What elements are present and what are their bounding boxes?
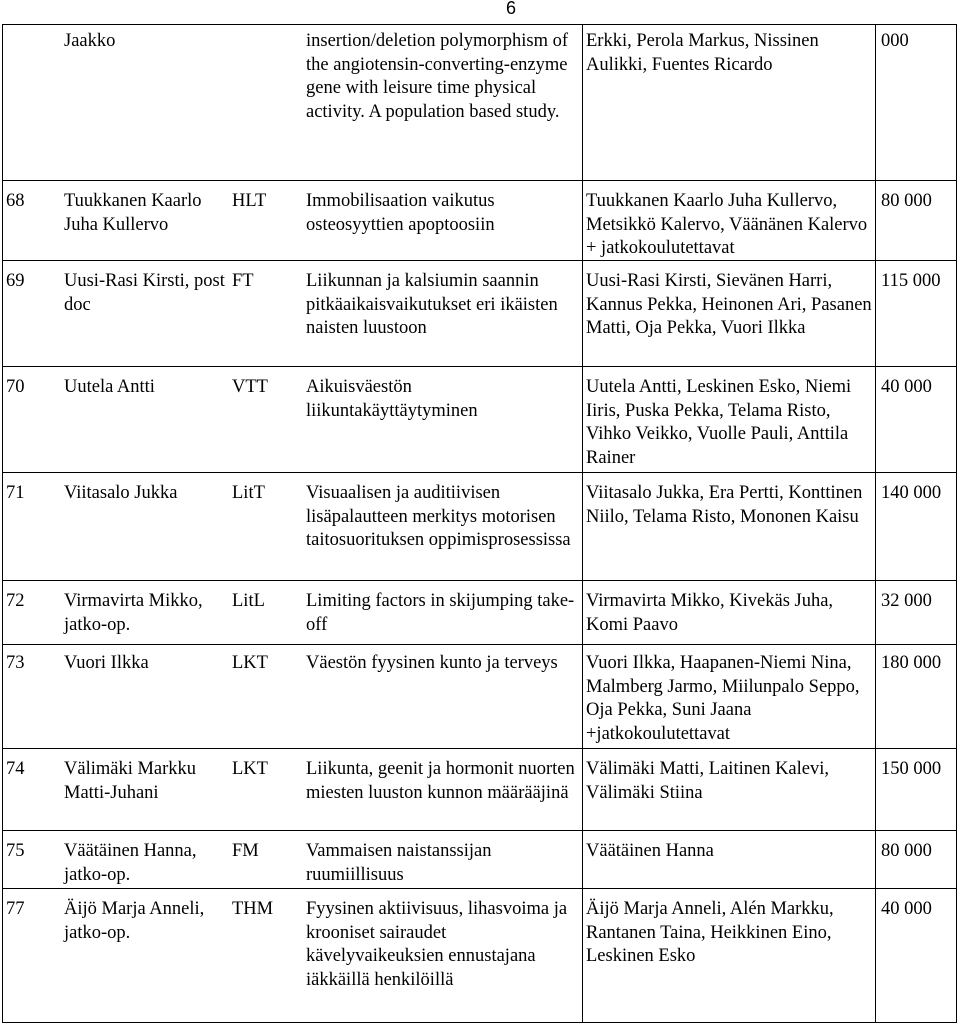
row-divider <box>2 180 957 181</box>
grant-amount: 80 000 <box>881 191 932 211</box>
grant-amount: 180 000 <box>881 653 942 673</box>
applicant-degree: LKT <box>232 653 268 673</box>
applicant-degree: LitT <box>232 483 265 503</box>
project-title: Väestön fyysinen kunto ja terveys <box>306 653 558 673</box>
row-number: 71 <box>6 483 25 503</box>
row-divider <box>2 830 957 831</box>
grant-amount: 115 000 <box>881 271 941 291</box>
project-title: Liikunta, geenit ja hormonit nuorten miesten luuston kunnon määrääjinä <box>306 759 575 803</box>
applicant-degree: FT <box>232 271 254 291</box>
grant-amount: 32 000 <box>881 591 932 611</box>
applicant-name: Uusi-Rasi Kirsti, post doc <box>64 271 225 315</box>
project-title: Aikuisväestön liikuntakäyttäytyminen <box>306 377 478 421</box>
project-team: Virmavirta Mikko, Kivekäs Juha, Komi Paavo <box>586 591 834 635</box>
project-title: Immobilisaation vaikutus osteosyyttien apoptoosiin <box>306 191 495 235</box>
applicant-name: Äijö Marja Anneli, jatko-op. <box>64 899 205 943</box>
project-title: Fyysinen aktiivisuus, lihasvoima ja krooniset sairaudet kävelyvaikeuksien ennustajana iäkkäillä henkilöillä <box>306 899 568 990</box>
project-team: Uutela Antti, Leskinen Esko, Niemi Iiris, Puska Pekka, Telama Risto, Vihko Veikko, Vuolle Pauli, Anttila Rainer <box>586 377 852 468</box>
project-team: Välimäki Matti, Laitinen Kalevi, Välimäki Stiina <box>586 759 830 803</box>
row-number: 77 <box>6 899 25 919</box>
applicant-name: Viitasalo Jukka <box>64 483 178 503</box>
row-divider <box>2 24 957 25</box>
row-divider <box>2 472 957 473</box>
project-team: Viitasalo Jukka, Era Pertti, Konttinen Niilo, Telama Risto, Mononen Kaisu <box>586 483 863 527</box>
project-title: Liikunnan ja kalsiumin saannin pitkäaikaisvaikutukset eri ikäisten naisten luustoon <box>306 271 558 338</box>
table-bottom-border <box>2 1022 957 1023</box>
project-title: Visuaalisen ja auditiivisen lisäpalautteen merkitys motorisen taitosuorituksen oppimisprosessissa <box>306 483 571 550</box>
row-number: 72 <box>6 591 25 611</box>
grant-amount: 150 000 <box>881 759 942 779</box>
project-title: insertion/deletion polymorphism of the angiotensin-converting-enzyme gene with leisure time physical activity. A population based study. <box>306 31 569 122</box>
applicant-name: Vuori Ilkka <box>64 653 149 673</box>
applicant-name: Jaakko <box>64 31 116 51</box>
grant-amount: 40 000 <box>881 377 932 397</box>
applicant-name: Virmavirta Mikko, jatko-op. <box>64 591 203 635</box>
row-number: 69 <box>6 271 25 291</box>
grant-amount: 140 000 <box>881 483 942 503</box>
row-number: 70 <box>6 377 25 397</box>
row-divider <box>2 366 957 367</box>
grant-amount: 40 000 <box>881 899 932 919</box>
applicant-degree: THM <box>232 899 274 919</box>
grant-amount: 80 000 <box>881 841 932 861</box>
applicant-degree: LKT <box>232 759 268 779</box>
column-divider <box>582 24 583 1023</box>
grant-amount: 000 <box>881 31 909 51</box>
applicant-degree: FM <box>232 841 259 861</box>
row-number: 75 <box>6 841 25 861</box>
applicant-degree: LitL <box>232 591 265 611</box>
column-divider <box>875 24 876 1023</box>
project-team: Uusi-Rasi Kirsti, Sievänen Harri, Kannus Pekka, Heinonen Ari, Pasanen Matti, Oja Pekka, Vuori Ilkka <box>586 271 872 338</box>
applicant-name: Väätäinen Hanna, jatko-op. <box>64 841 197 885</box>
project-team: Väätäinen Hanna <box>586 841 714 861</box>
row-number: 68 <box>6 191 25 211</box>
column-divider <box>2 24 3 1023</box>
row-divider <box>2 748 957 749</box>
applicant-name: Tuukkanen Kaarlo Juha Kullervo <box>64 191 202 235</box>
row-number: 73 <box>6 653 25 673</box>
applicant-name: Välimäki Markku Matti-Juhani <box>64 759 197 803</box>
column-divider <box>956 24 957 1023</box>
project-title: Limiting factors in skijumping take-off <box>306 591 575 635</box>
project-team: Tuukkanen Kaarlo Juha Kullervo, Metsikkö Kalervo, Väänänen Kalervo + jatkokoulutettavat <box>586 191 868 258</box>
row-divider <box>2 644 957 645</box>
applicant-name: Uutela Antti <box>64 377 155 397</box>
applicant-degree: HLT <box>232 191 267 211</box>
project-title: Vammaisen naistanssijan ruumiillisuus <box>306 841 492 885</box>
project-team: Erkki, Perola Markus, Nissinen Aulikki, Fuentes Ricardo <box>586 31 819 75</box>
project-team: Vuori Ilkka, Haapanen-Niemi Nina, Malmberg Jarmo, Miilunpalo Seppo, Oja Pekka, Suni Jaana +jatkokoulutettavat <box>586 653 860 744</box>
row-divider <box>2 888 957 889</box>
row-number: 74 <box>6 759 25 779</box>
project-team: Äijö Marja Anneli, Alén Markku, Rantanen Taina, Heikkinen Eino, Leskinen Esko <box>586 899 834 966</box>
row-divider <box>2 580 957 581</box>
applicant-degree: VTT <box>232 377 268 397</box>
